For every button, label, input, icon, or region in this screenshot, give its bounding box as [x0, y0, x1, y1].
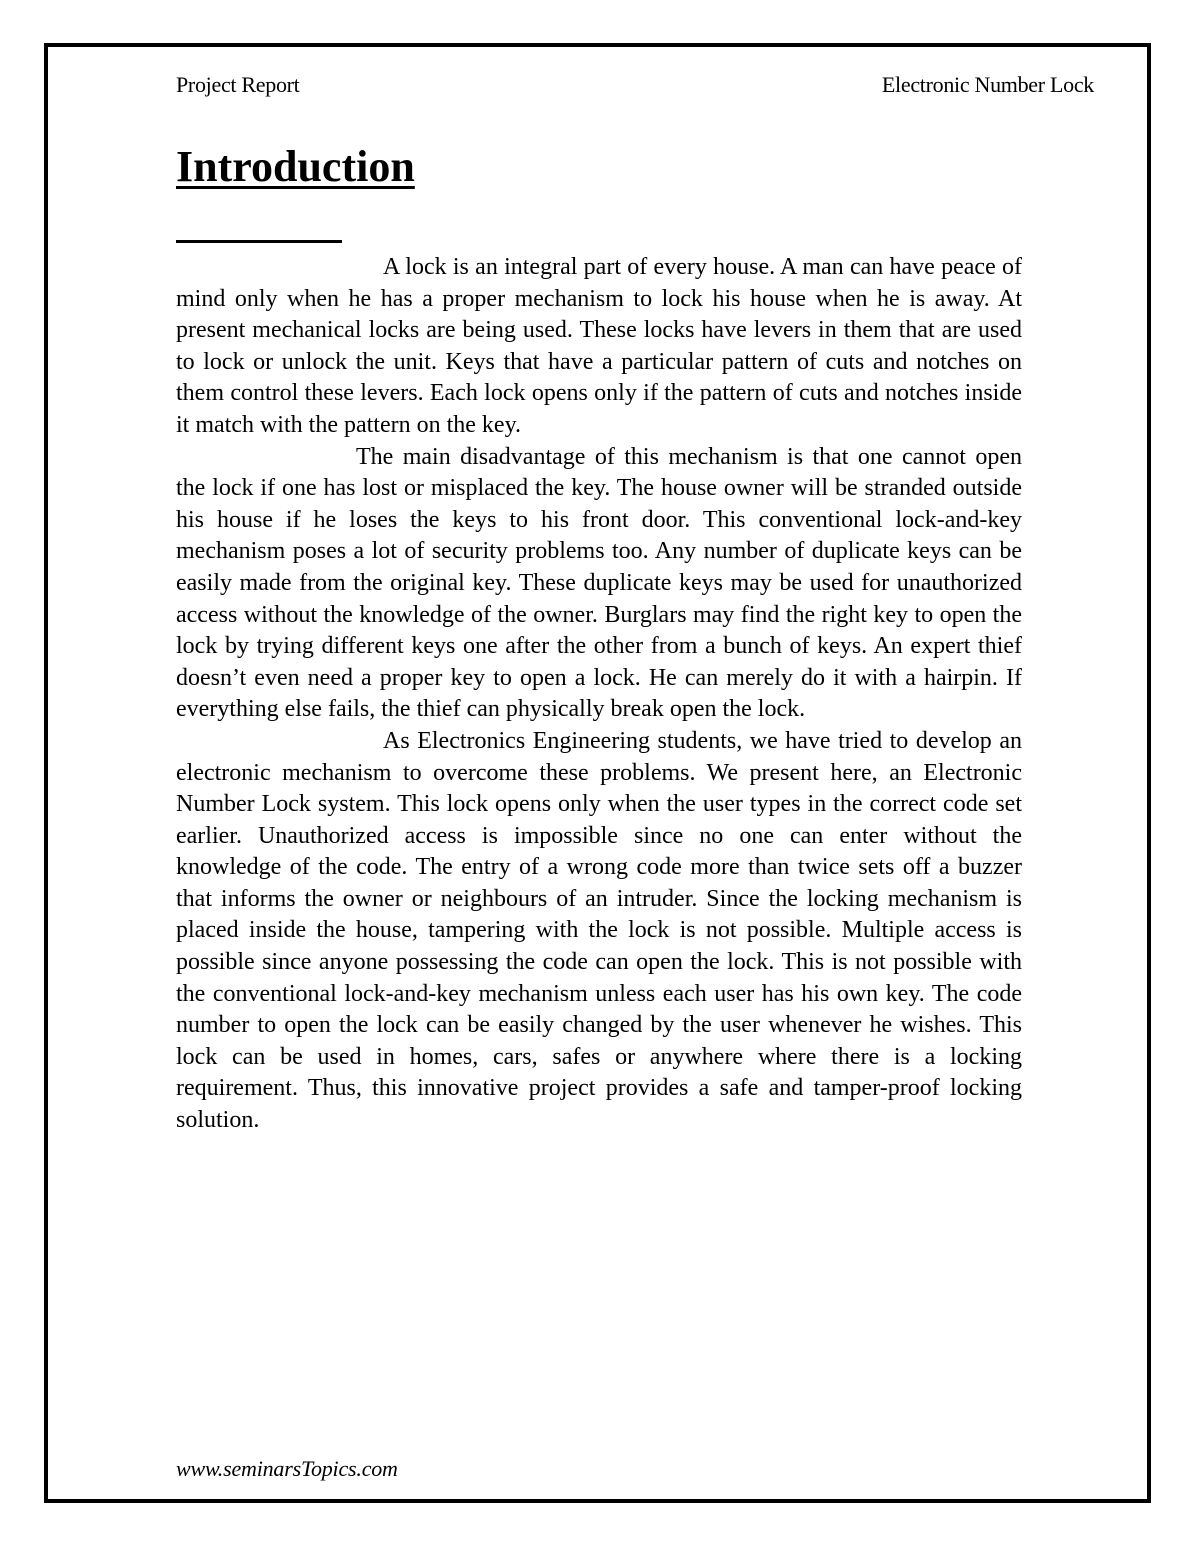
paragraph-3: As Electronics Engineering students, we have tried to develop an electronic mechanism to overcome these problems. We present here, an Electronic Number Lock system. This lock opens only when the user types in the correct code set earlier. Unauthorized access is impossible since no one can enter without the knowledge of the code. The entry of a wrong code more than twice sets off a buzzer that informs the owner or neighbours of an intruder. Since the locking mechanism is placed inside the house, tampering with the lock is not possible. Multiple access is possible since anyone possessing the code can open the lock. This is not possible with the conventional lock-and-key mechanism unless each user has his own key. The code number to open the lock can be easily changed by the user whenever he wishes. This lock can be used in homes, cars, safes or anywhere where there is a locking requirement. Thus, this innovative project provides a safe and tamper-proof locking solution. [176, 727, 1022, 1134]
paragraph-1: A lock is an integral part of every house. A man can have peace of mind only when he has a proper mechanism to lock his house when he is away. At present mechanical locks are being used. These locks have levers in them that are used to lock or unlock the unit. Keys that have a particular pattern of cuts and notches on them control these levers. Each lock opens only if the pattern of cuts and notches inside it match with the pattern on the key. [176, 254, 1022, 438]
title-divider [176, 240, 342, 243]
footer-url: www.seminarsTopics.com [176, 1456, 398, 1481]
paragraph-2: The main disadvantage of this mechanism is that one cannot open the lock if one has lost or misplaced the key. The house owner will be stranded outside his house if he loses the keys to his front door. This conventional lock-and-key mechanism poses a lot of security problems too. Any number of duplicate keys can be easily made from the original key. These duplicate keys may be used for unauthorized access without the knowledge of the owner. Burglars may find the right key to open the lock by trying different keys one after the other from a bunch of keys. An expert thief doesn’t even need a proper key to open a lock. He can merely do it with a hairpin. If everything else fails, the thief can physically break open the lock. [176, 443, 1022, 723]
header-left: Project Report [176, 72, 300, 97]
body-text [176, 252, 1022, 1137]
page-title: Introduction [176, 142, 415, 191]
header-right: Electronic Number Lock [881, 72, 1094, 97]
